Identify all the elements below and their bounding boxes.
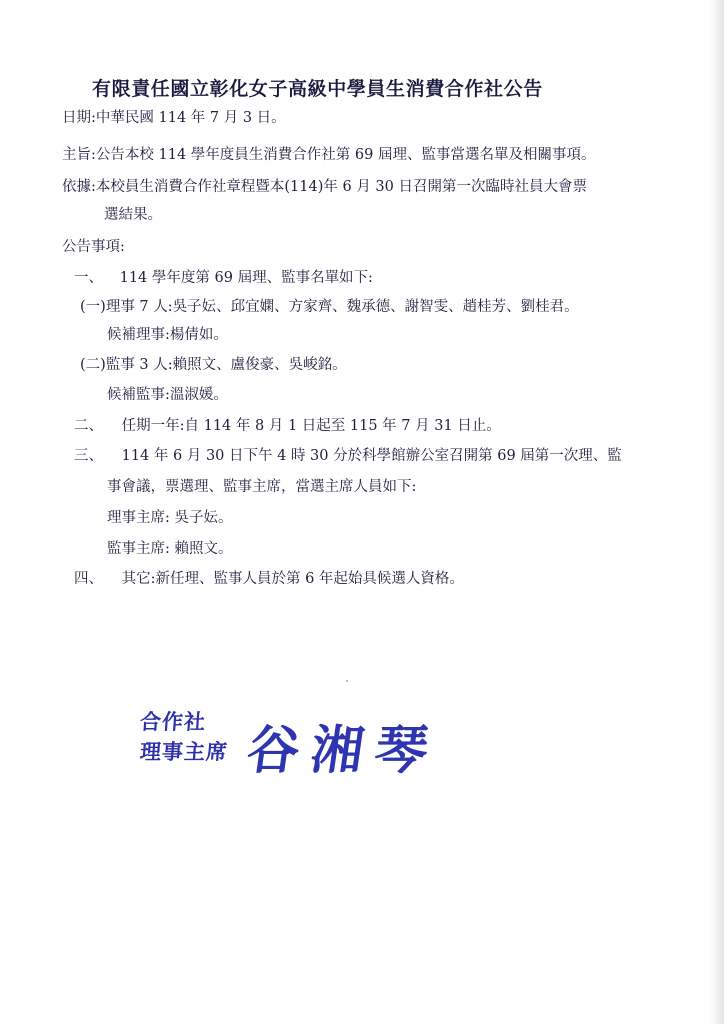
scan-speck [346, 680, 348, 682]
scan-edge-shadow [710, 0, 724, 1024]
notice-header: 公告事項: [62, 239, 125, 255]
signature-role-label: 理事主席 [139, 739, 229, 764]
basis-line-1: 依據:本校員生消費合作社章程暨本(114)年 6 月 30 日召開第一次臨時社員大會票 [62, 179, 587, 195]
signature-name: 谷湘琴 [243, 720, 444, 781]
document-title: 有限責任國立彰化女子高級中學員生消費合作社公告 [92, 78, 543, 100]
signature-stamp [140, 706, 490, 786]
item-3-text-line-1: 114 年 6 月 30 日下午 4 時 30 分於科學館辦公室召開第 69 屆第一次理、監 [121, 448, 622, 464]
item-3 [74, 446, 622, 466]
item-1-marker: 一、 [74, 270, 103, 286]
item-1-text: 114 學年度第 69 屆理、監事名單如下: [119, 270, 373, 286]
item-3-chair-2: 監事主席: 賴照文。 [107, 541, 233, 557]
signature-org-label: 合作社 [139, 709, 207, 734]
date-line: 日期:中華民國 114 年 7 月 3 日。 [62, 110, 286, 126]
sub-item-1: (一)理事 7 人:吳子妘、邱宜嫻、方家齊、魏承德、謝智雯、趙桂芳、劉桂君。 [80, 299, 579, 315]
sub-item-2-alternate: 候補監事:溫淑媛。 [107, 387, 228, 403]
item-1 [74, 268, 373, 288]
item-3-chair-1: 理事主席: 吳子妘。 [107, 510, 233, 526]
item-4-text: 其它:新任理、監事人員於第 6 年起始具候選人資格。 [121, 571, 464, 587]
subject-line: 主旨:公告本校 114 學年度員生消費合作社第 69 屆理、監事當選名單及相關事項。 [62, 147, 596, 163]
item-2-marker: 二、 [74, 418, 103, 434]
item-2 [74, 416, 501, 436]
sub-item-2: (二)監事 3 人:賴照文、盧俊豪、吳峻銘。 [80, 357, 347, 373]
item-3-text-line-2: 事會議，票選理、監事主席，當選主席人員如下: [107, 479, 417, 495]
item-3-marker: 三、 [74, 448, 103, 464]
item-2-text: 任期一年:自 114 年 8 月 1 日起至 115 年 7 月 31 日止。 [121, 418, 501, 434]
item-4 [74, 569, 464, 589]
sub-item-1-alternate: 候補理事:楊倩如。 [107, 327, 228, 343]
basis-line-2: 選結果。 [104, 207, 162, 223]
item-4-marker: 四、 [74, 571, 103, 587]
